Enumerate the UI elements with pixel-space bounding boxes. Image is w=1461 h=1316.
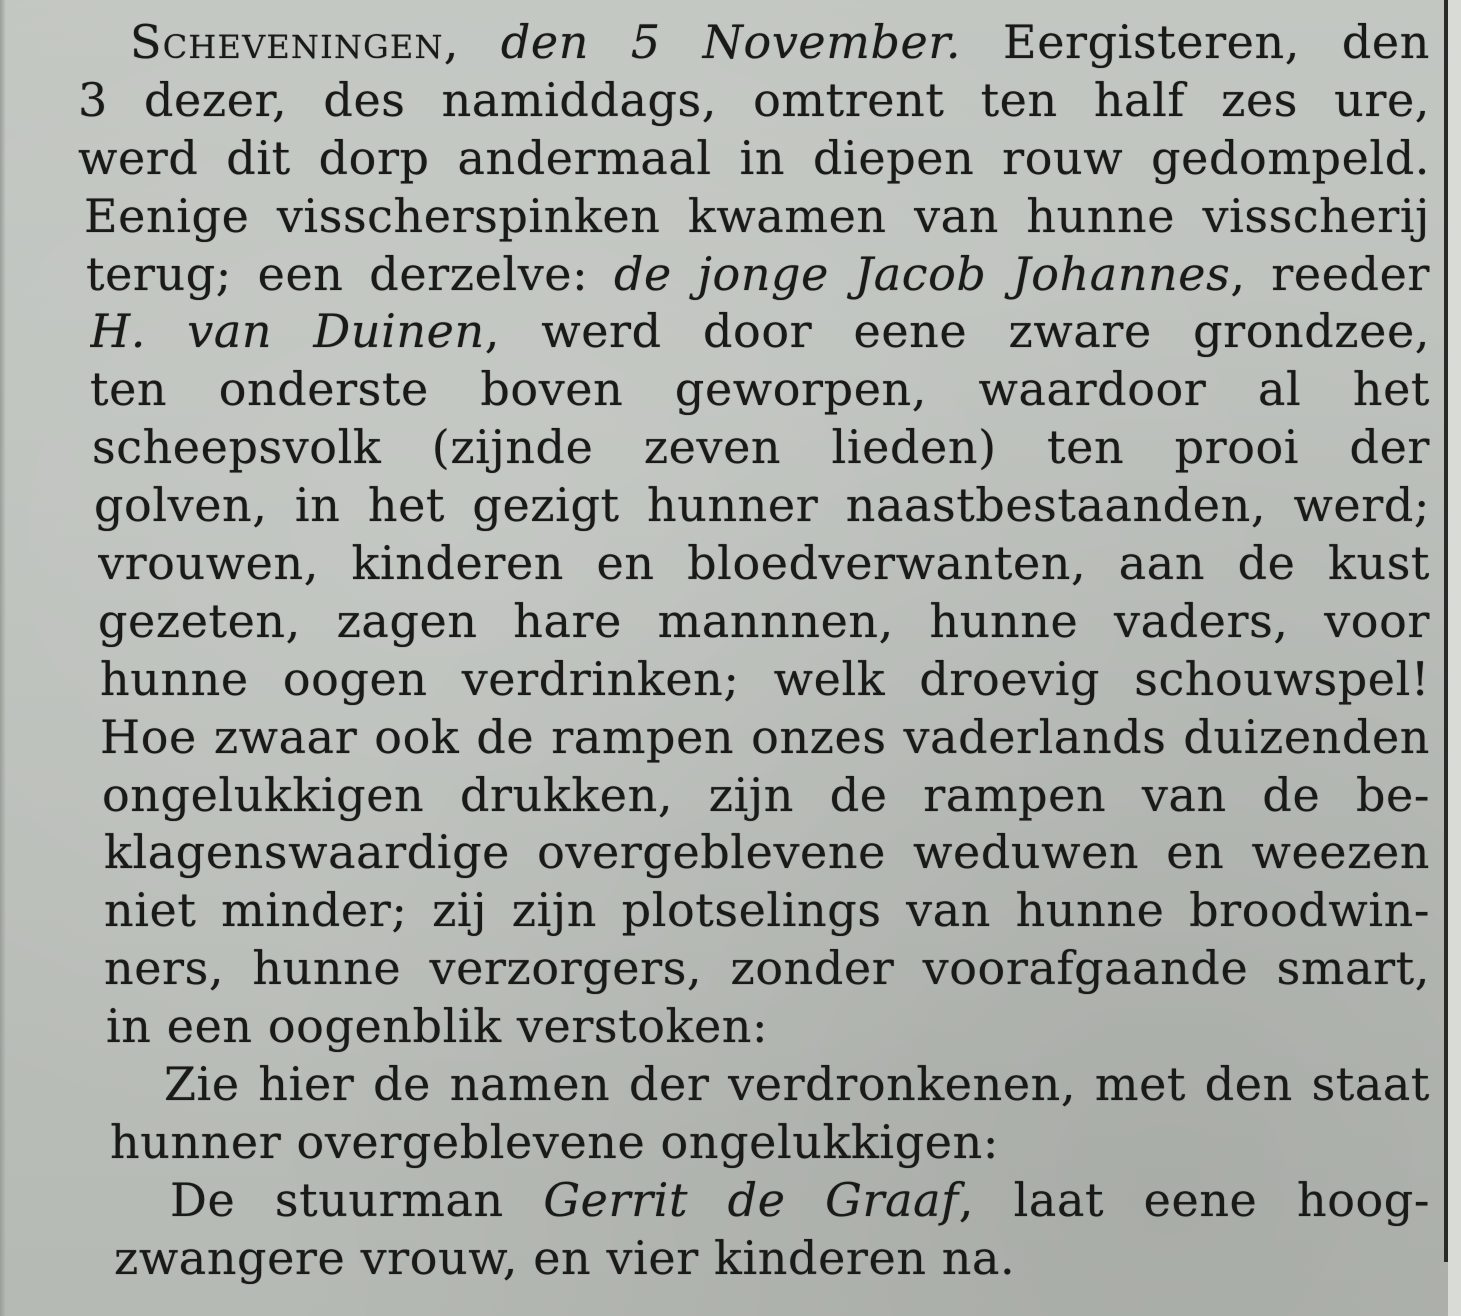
article-line-7 bbox=[90, 361, 1430, 419]
article-line-20 bbox=[110, 1114, 1430, 1172]
ship-name: de jonge Jacob Johannes bbox=[614, 246, 1231, 301]
article-body bbox=[78, 14, 1430, 1288]
line-text: Eenige visscherspinken kwamen van hunne visscherij bbox=[84, 188, 1430, 243]
article-line-19 bbox=[164, 1056, 1430, 1114]
shipowner-name: H. van Duinen bbox=[90, 304, 485, 359]
line-text: , laat eene hoog- bbox=[958, 1172, 1430, 1227]
article-line-14 bbox=[102, 767, 1430, 825]
line-text: , werd door eene zware grondzee, bbox=[484, 304, 1430, 359]
article-line-5 bbox=[86, 246, 1430, 304]
line-text: hunner overgeblevene ongelukkigen: bbox=[110, 1114, 999, 1169]
article-line-15 bbox=[104, 824, 1430, 882]
line-text: in een oogenblik verstoken: bbox=[106, 999, 769, 1054]
article-line-6 bbox=[90, 303, 1430, 361]
line-text: Eergisteren, den bbox=[1003, 15, 1430, 69]
line-text: scheepsvolk (zijnde zeven lieden) ten prooi der bbox=[92, 420, 1430, 475]
line-text: hunne oogen verdrinken; welk droevig schouwspel! bbox=[100, 651, 1430, 706]
article-line-8 bbox=[92, 419, 1430, 477]
line-text: gezeten, zagen hare mannnen, hunne vaders, voor bbox=[98, 593, 1430, 648]
line-text: , reeder bbox=[1230, 246, 1430, 301]
line-text: vrouwen, kinderen en bloedverwanten, aan de kust bbox=[98, 536, 1430, 591]
article-line-9 bbox=[94, 477, 1430, 535]
line-text: De stuurman bbox=[170, 1172, 544, 1227]
line-text: zwangere vrouw, en vier kinderen na. bbox=[114, 1230, 1016, 1285]
line-text: niet minder; zij zijn plotselings van hunne broodwin- bbox=[104, 883, 1430, 938]
article-line-10 bbox=[98, 535, 1430, 593]
article-line-13 bbox=[100, 709, 1430, 767]
article-line-16 bbox=[104, 882, 1430, 940]
line-text: golven, in het gezigt hunner naastbestaanden, werd; bbox=[94, 478, 1430, 533]
dateline-date: den 5 November. bbox=[500, 15, 962, 69]
line-text: Hoe zwaar ook de rampen onzes vaderlands duizenden bbox=[100, 709, 1430, 764]
article-line-11 bbox=[98, 593, 1430, 651]
line-text: 3 dezer, des namiddags, omtrent ten half zes ure, bbox=[78, 72, 1430, 127]
line-text: werd dit dorp andermaal in diepen rouw gedompeld. bbox=[78, 130, 1430, 185]
article-line-17 bbox=[104, 940, 1430, 998]
line-text: ten onderste boven geworpen, waardoor al het bbox=[90, 362, 1430, 417]
article-line-12 bbox=[100, 651, 1430, 709]
article-line-22 bbox=[114, 1230, 1430, 1288]
line-text: terug; een derzelve: bbox=[86, 246, 615, 301]
article-line-4 bbox=[84, 188, 1430, 246]
line-text: ners, hunne verzorgers, zonder voorafgaande smart, bbox=[104, 941, 1430, 996]
dateline-place: Scheveningen bbox=[130, 15, 444, 69]
article-line-2 bbox=[78, 72, 1430, 130]
line-text: klagenswaardige overgeblevene weduwen en weezen bbox=[104, 825, 1430, 880]
article-line-18 bbox=[106, 998, 1430, 1056]
article-line-3 bbox=[78, 130, 1430, 188]
line-text: Zie hier de namen der verdronkenen, met den staat bbox=[164, 1057, 1430, 1112]
article-line-21 bbox=[170, 1172, 1430, 1230]
line-text: ongelukkigen drukken, zijn de rampen van de be- bbox=[102, 767, 1430, 822]
helmsman-name: Gerrit de Graaf bbox=[543, 1172, 959, 1227]
page-edge-shadow bbox=[0, 0, 6, 1316]
right-margin bbox=[1448, 0, 1461, 1316]
article-line-1: Scheveningen, den 5 November. Eergisteren, den bbox=[130, 15, 1430, 69]
